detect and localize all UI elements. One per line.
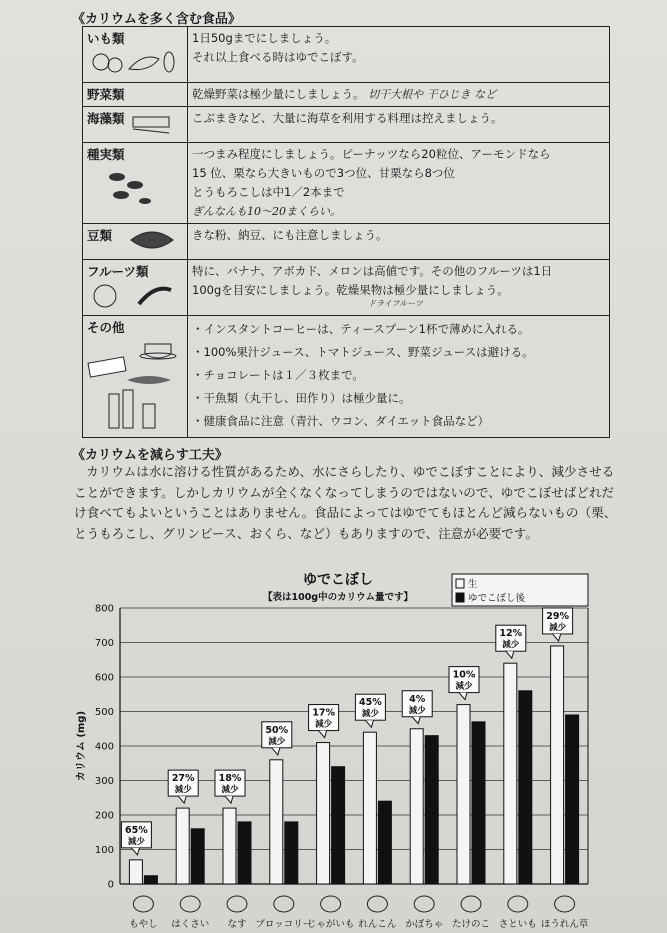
explanation-paragraph: カリウムは水に溶ける性質があるため、水にさらしたり、ゆでこぼすことにより、減少させることができます。しかしカリウムが全くなくなってしまうのではないので、ゆでこぼせばどれだけ食べてもよいということはありません。食品によってはゆでてもほとんど減らないもの（栗、とうもろこし、グリンピース、おくら、など）もありますので、注意が必要です。 xyxy=(74,464,617,541)
desc-line: ・チョコレートは１／３枚まで。 xyxy=(192,368,364,382)
bar-raw xyxy=(504,663,517,884)
vegetable-icon xyxy=(555,896,575,912)
vegetable-icon xyxy=(180,896,200,912)
fruit-illustration xyxy=(89,280,175,312)
description-cell xyxy=(188,316,610,438)
bar-boiled xyxy=(519,691,532,884)
legend-label: 生 xyxy=(468,579,478,590)
category-label: れんこん xyxy=(358,919,397,930)
bar-raw xyxy=(270,760,283,884)
desc-line: こぶまきなど、大量に海草を利用する料理は控えましょう。 xyxy=(192,111,503,125)
description-cell xyxy=(188,83,610,107)
bar-raw xyxy=(410,729,423,884)
callout-pointer xyxy=(459,693,467,700)
desc-line: ・100%果汁ジュース、トマトジュース、野菜ジュースは避ける。 xyxy=(192,345,534,359)
reduction-label: 減少 xyxy=(315,719,333,730)
category-cell xyxy=(83,143,188,224)
category-cell xyxy=(83,224,188,260)
kelp-illustration xyxy=(129,109,175,137)
category-cell xyxy=(83,27,188,83)
misc-foods-illustration xyxy=(87,334,177,434)
callout-pointer xyxy=(319,731,327,738)
section-title-reduce-potassium: 《カリウムを減らす工夫》 xyxy=(72,448,228,463)
section-title-potassium-foods: 《カリウムを多く含む食品》 xyxy=(72,12,241,27)
bar-boiled xyxy=(566,715,579,884)
handwritten-note: ぎんなんも10～20まくらい。 xyxy=(192,205,341,218)
category-cell xyxy=(83,316,188,438)
y-tick-label: 100 xyxy=(94,845,114,856)
y-tick-label: 300 xyxy=(94,776,114,787)
legend-swatch xyxy=(456,579,464,588)
reduction-label: 減少 xyxy=(502,640,520,651)
category-cell xyxy=(83,83,188,107)
category-label: ブロッコリー xyxy=(255,919,313,930)
description-cell xyxy=(188,27,610,83)
callout-pointer xyxy=(412,717,420,724)
reduction-label: 減少 xyxy=(361,709,379,720)
callout-pointer xyxy=(178,796,186,803)
callout-pointer xyxy=(506,651,514,658)
callout-pointer xyxy=(225,796,233,803)
desc-line: とうもろこしは中1／2本まで xyxy=(192,185,345,199)
desc-line: 特に、バナナ、アボカド、メロンは高値です。その他のフルーツは1日 xyxy=(192,264,553,278)
category-label: いも類 xyxy=(87,31,125,46)
reduction-label: 減少 xyxy=(268,736,286,747)
reduction-percent: 65% xyxy=(125,824,148,836)
y-tick-label: 200 xyxy=(94,810,114,822)
description-cell xyxy=(188,107,610,143)
bar-boiled xyxy=(472,722,485,884)
category-label: もやし xyxy=(129,919,158,930)
legend-label: ゆでこぼし後 xyxy=(468,593,526,604)
vegetable-icon xyxy=(274,896,294,912)
category-label: さといも xyxy=(498,919,537,930)
y-axis-label: カリウム (mg) xyxy=(76,710,87,782)
y-tick-label: 500 xyxy=(94,707,114,718)
potassium-food-table xyxy=(82,26,610,438)
desc-text: 乾燥野菜は極少量にしましょう。 xyxy=(192,87,365,101)
handwritten-note: 切干大根や 干ひじき など xyxy=(368,88,497,101)
reduction-percent: 27% xyxy=(171,773,195,785)
bar-raw xyxy=(457,705,470,884)
vegetable-icon xyxy=(461,896,481,912)
reduction-percent: 18% xyxy=(218,773,242,785)
desc-line: きな粉、納豆、にも注意しましょう。 xyxy=(192,228,388,242)
chart-subtitle: 【表は100g中のカリウム量です】 xyxy=(262,592,414,603)
bar-boiled xyxy=(378,801,391,884)
table-row xyxy=(83,83,610,107)
bar-raw xyxy=(223,808,236,884)
description-cell xyxy=(188,260,610,316)
bar-boiled xyxy=(144,876,157,884)
reduction-percent: 29% xyxy=(546,610,569,622)
callout-pointer xyxy=(553,634,561,641)
callout-pointer xyxy=(131,848,139,855)
callout-pointer xyxy=(365,720,373,727)
desc-line: 1日50gまでにしましょう。 xyxy=(192,31,337,45)
desc-line: ・インスタントコーヒーは、ティースプーン1杯で薄めに入れる。 xyxy=(192,322,530,336)
vegetable-icon xyxy=(508,896,528,912)
category-label: たけのこ xyxy=(451,919,491,930)
legend-swatch xyxy=(456,593,464,602)
description-cell xyxy=(188,143,610,224)
reduction-percent: 50% xyxy=(265,724,289,736)
vegetable-icon xyxy=(414,896,434,912)
table-row xyxy=(83,143,610,224)
table-row xyxy=(83,316,610,438)
category-label: その他 xyxy=(87,320,125,335)
natto-illustration xyxy=(127,226,177,256)
bar-boiled xyxy=(191,829,204,884)
reduction-label: 減少 xyxy=(174,785,192,796)
reduction-percent: 17% xyxy=(312,707,335,719)
table-row xyxy=(83,260,610,316)
desc-line: それ以上食べる時はゆでこぼす。 xyxy=(192,50,364,64)
category-label: かぼちゃ xyxy=(405,919,444,930)
potato-illustration xyxy=(89,47,175,77)
bar-raw xyxy=(176,808,189,884)
y-tick-label: 800 xyxy=(94,603,114,615)
nuts-illustration xyxy=(103,167,163,217)
reduction-label: 減少 xyxy=(221,785,239,796)
callout-pointer xyxy=(272,748,280,755)
y-tick-label: 700 xyxy=(94,638,114,649)
chart-title: ゆでこぼし xyxy=(303,572,373,588)
reduction-label: 減少 xyxy=(408,705,426,716)
category-label: ほうれん草 xyxy=(540,919,589,930)
y-tick-label: 400 xyxy=(94,741,114,753)
bar-raw xyxy=(363,732,376,884)
desc-line: ・健康食品に注意（青汁、ウコン、ダイエット食品など） xyxy=(192,414,490,428)
table-row xyxy=(83,224,610,260)
boil-potassium-chart xyxy=(0,570,667,933)
bar-boiled xyxy=(238,822,251,884)
category-label: はくさい xyxy=(171,919,210,930)
reduction-label: 減少 xyxy=(455,681,473,692)
bar-boiled xyxy=(425,736,438,884)
bar-raw xyxy=(551,646,564,884)
bar-boiled xyxy=(332,767,345,884)
reduction-percent: 45% xyxy=(359,697,382,709)
desc-line: ・干魚類（丸干し、田作り）は極少量に。 xyxy=(192,391,411,405)
category-label: 海藻類 xyxy=(87,111,125,126)
category-cell xyxy=(83,107,188,143)
reduction-percent: 10% xyxy=(452,669,476,681)
desc-line xyxy=(192,85,605,104)
vegetable-icon xyxy=(367,896,387,912)
table-row xyxy=(83,27,610,83)
category-label: フルーツ類 xyxy=(87,264,149,279)
table-row xyxy=(83,107,610,143)
bar-raw xyxy=(317,743,330,884)
reduction-percent: 4% xyxy=(409,693,426,705)
reduction-label: 減少 xyxy=(549,622,567,633)
category-label: 豆類 xyxy=(87,228,113,243)
y-tick-label: 0 xyxy=(107,879,114,891)
y-tick-label: 600 xyxy=(94,672,114,684)
category-label: 種実類 xyxy=(87,147,125,162)
desc-line: 100gを目安にしましょう。乾燥果物は極少量にしましょう。 xyxy=(192,283,509,297)
description-cell xyxy=(188,224,610,260)
desc-line: 15 位、栗なら大きいもので3つ位、甘栗なら8つ位 xyxy=(192,166,455,180)
category-label: じゃがいも xyxy=(306,919,355,930)
handwritten-note: ドライフルーツ xyxy=(368,299,423,308)
category-label: なす xyxy=(227,919,247,930)
vegetable-icon xyxy=(133,896,153,912)
desc-line: 一つまみ程度にしましょう。ピーナッツなら20粒位、アーモンドなら xyxy=(192,147,551,161)
category-cell xyxy=(83,260,188,316)
vegetable-icon xyxy=(227,896,247,912)
bar-raw xyxy=(129,860,142,884)
bar-boiled xyxy=(285,822,298,884)
category-label: 野菜類 xyxy=(87,87,125,102)
reduction-label: 減少 xyxy=(127,836,145,847)
reduction-percent: 12% xyxy=(499,628,523,640)
vegetable-icon xyxy=(321,896,341,912)
